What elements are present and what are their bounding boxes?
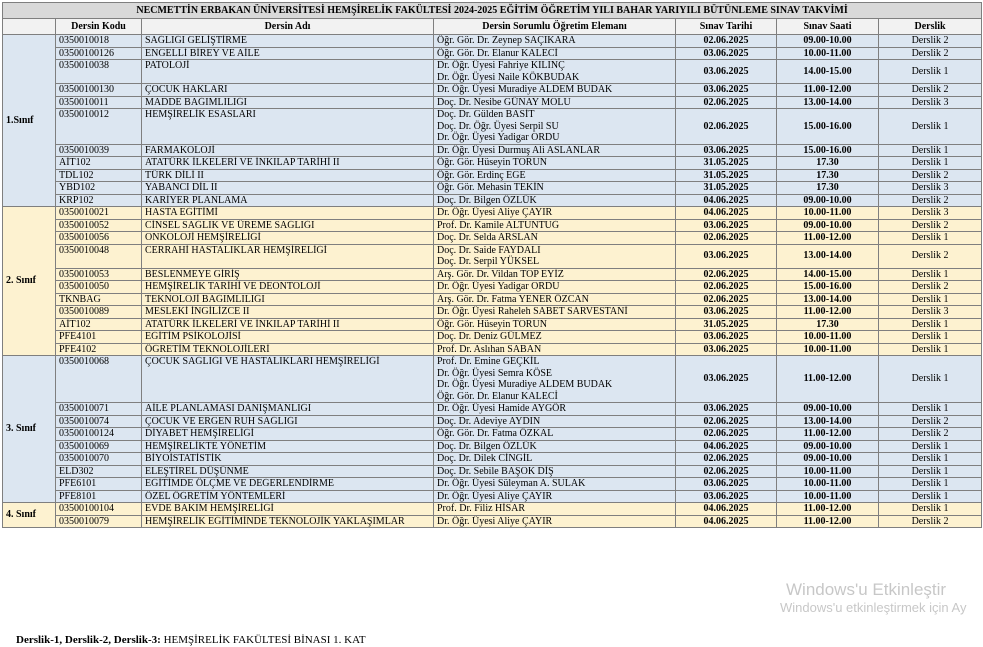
footnote-building: HEMŞİRELİK FAKÜLTESİ BİNASI 1. KAT <box>160 634 366 646</box>
course-name: HEMŞİRELİK EĞİTİMİNDE TEKNOLOJİK YAKLAŞIMLAR <box>142 515 434 528</box>
instructor-name: Dr. Öğr. Üyesi Semra KÖSE <box>437 367 552 379</box>
instructor-name: Prof. Dr. Emine GEÇKİL <box>437 356 540 367</box>
exam-room: Derslik 1 <box>879 318 982 331</box>
exam-time: 10.00-11.00 <box>777 207 879 220</box>
course-code: 03500100126 <box>56 47 142 60</box>
exam-date: 02.06.2025 <box>676 453 777 466</box>
exam-date: 03.06.2025 <box>676 478 777 491</box>
instructor-cell <box>434 403 676 416</box>
header-code: Dersin Kodu <box>56 19 142 35</box>
exam-room: Derslik 2 <box>879 515 982 528</box>
instructor-name: Dr. Öğr. Üyesi Süleyman A. SULAK <box>437 478 586 489</box>
course-code: YBD102 <box>56 182 142 195</box>
instructor-name: Dr. Öğr. Üyesi Hamide AYGÖR <box>437 403 567 414</box>
course-name: CİNSEL SAĞLIK VE ÜREME SAĞLIĞI <box>142 219 434 232</box>
instructor-cell <box>434 415 676 428</box>
exam-room: Derslik 2 <box>879 35 982 48</box>
course-name: ENGELLİ BİREY VE AİLE <box>142 47 434 60</box>
exam-room: Derslik 1 <box>879 356 982 403</box>
instructor-cell <box>434 232 676 245</box>
exam-room: Derslik 2 <box>879 219 982 232</box>
instructor-cell <box>434 293 676 306</box>
course-name: MESLEKİ İNGİLİZCE II <box>142 306 434 319</box>
instructor-cell <box>434 356 676 403</box>
exam-date: 02.06.2025 <box>676 96 777 109</box>
course-name: MADDE BAĞIMLILIĞI <box>142 96 434 109</box>
course-name: FARMAKOLOJİ <box>142 144 434 157</box>
exam-room: Derslik 1 <box>879 343 982 356</box>
exam-room: Derslik 1 <box>879 157 982 170</box>
exam-time: 15.00-16.00 <box>777 144 879 157</box>
course-code: PFE8101 <box>56 490 142 503</box>
course-code: 0350010071 <box>56 403 142 416</box>
exam-time: 10.00-11.00 <box>777 47 879 60</box>
exam-room: Derslik 3 <box>879 207 982 220</box>
course-code: 0350010089 <box>56 306 142 319</box>
exam-time: 13.00-14.00 <box>777 415 879 428</box>
schedule-row <box>3 331 982 344</box>
exam-room: Derslik 1 <box>879 232 982 245</box>
watermark-line1: Windows'u Etkinleştir <box>786 580 947 599</box>
instructor-cell <box>434 96 676 109</box>
instructor-cell <box>434 194 676 207</box>
exam-time: 15.00-16.00 <box>777 109 879 145</box>
course-code: 0350010079 <box>56 515 142 528</box>
instructor-name: Doç. Dr. Sebile BAŞOK DİŞ <box>437 465 554 477</box>
class-label: 4. Sınıf <box>3 503 56 528</box>
instructor-name: Dr. Öğr. Üyesi Durmuş Ali ASLANLAR <box>437 144 601 156</box>
course-code: 0350010048 <box>56 244 142 268</box>
course-name: ÇOCUK VE ERGEN RUH SAĞLIĞI <box>142 415 434 428</box>
exam-date: 31.05.2025 <box>676 157 777 170</box>
instructor-name: Prof. Dr. Aslıhan SABAN <box>437 343 542 355</box>
exam-time: 11.00-12.00 <box>777 306 879 319</box>
exam-date: 03.06.2025 <box>676 84 777 97</box>
exam-room: Derslik 2 <box>879 415 982 428</box>
schedule-row <box>3 169 982 182</box>
exam-room: Derslik 1 <box>879 403 982 416</box>
instructor-cell <box>434 453 676 466</box>
instructor-cell <box>434 465 676 478</box>
exam-room: Derslik 1 <box>879 331 982 344</box>
exam-date: 03.06.2025 <box>676 244 777 268</box>
instructor-cell <box>434 207 676 220</box>
instructor-cell <box>434 428 676 441</box>
course-name: EĞİTİM PSİKOLOJİSİ <box>142 331 434 344</box>
instructor-name: Arş. Gör. Dr. Fatma YENER ÖZCAN <box>437 293 589 305</box>
course-code: 03500100130 <box>56 84 142 97</box>
exam-date: 03.06.2025 <box>676 490 777 503</box>
exam-time: 11.00-12.00 <box>777 503 879 516</box>
watermark-line2: Windows'u etkinleştirmek için Ay <box>780 600 967 615</box>
course-name: EĞİTİMDE ÖLÇME VE DEĞERLENDİRME <box>142 478 434 491</box>
course-code: 0350010038 <box>56 60 142 84</box>
exam-date: 03.06.2025 <box>676 306 777 319</box>
course-name: ONKOLOJİ HEMŞİRELİĞİ <box>142 232 434 245</box>
exam-time: 17.30 <box>777 318 879 331</box>
instructor-name: Öğr. Gör. Mehasin TEKİN <box>437 182 544 193</box>
exam-room: Derslik 2 <box>879 47 982 60</box>
instructor-cell <box>434 60 676 84</box>
exam-time: 10.00-11.00 <box>777 343 879 356</box>
schedule-row <box>3 428 982 441</box>
course-code: 0350010039 <box>56 144 142 157</box>
exam-time: 09.00-10.00 <box>777 194 879 207</box>
schedule-row <box>3 268 982 281</box>
instructor-name: Doç. Dr. Adeviye AYDIN <box>437 415 541 427</box>
instructor-name: Doç. Dr. Bilgen ÖZLÜK <box>437 440 537 452</box>
instructor-cell <box>434 244 676 268</box>
instructor-name: Dr. Öğr. Üyesi Naile KÖKBUDAK <box>437 71 580 83</box>
instructor-cell <box>434 318 676 331</box>
exam-date: 03.06.2025 <box>676 403 777 416</box>
course-code: PFE4102 <box>56 343 142 356</box>
course-code: 0350010056 <box>56 232 142 245</box>
instructor-cell <box>434 109 676 145</box>
header-date: Sınav Tarihi <box>676 19 777 35</box>
exam-date: 02.06.2025 <box>676 281 777 294</box>
windows-activation-watermark <box>780 580 966 616</box>
instructor-cell <box>434 144 676 157</box>
course-code: 0350010050 <box>56 281 142 294</box>
course-code: PFE4101 <box>56 331 142 344</box>
instructor-cell <box>434 35 676 48</box>
schedule-row <box>3 281 982 294</box>
course-name: TEKNOLOJİ BAĞIMLILIĞI <box>142 293 434 306</box>
exam-time: 10.00-11.00 <box>777 331 879 344</box>
course-name: SAĞLIĞI GELİŞTİRME <box>142 35 434 48</box>
course-code: AİT102 <box>56 157 142 170</box>
exam-time: 14.00-15.00 <box>777 268 879 281</box>
header-course: Dersin Adı <box>142 19 434 35</box>
exam-date: 03.06.2025 <box>676 219 777 232</box>
instructor-name: Doç. Dr. Bilgen ÖZLÜK <box>437 194 537 206</box>
instructor-cell <box>434 490 676 503</box>
instructor-name: Dr. Öğr. Üyesi Raheleh SABET SARVESTANİ <box>437 306 628 317</box>
course-name: ÖĞRETİM TEKNOLOJİLERİ <box>142 343 434 356</box>
exam-time: 14.00-15.00 <box>777 60 879 84</box>
class-label: 3. Sınıf <box>3 356 56 503</box>
header-class <box>3 19 56 35</box>
header-row <box>3 19 982 35</box>
exam-room: Derslik 1 <box>879 503 982 516</box>
instructor-name: Öğr. Gör. Dr. Elanur KALECİ <box>437 390 558 402</box>
exam-room: Derslik 2 <box>879 428 982 441</box>
instructor-name: Öğr. Gör. Dr. Elanur KALECİ <box>437 47 558 59</box>
instructor-name: Dr. Öğr. Üyesi Aliye ÇAYIR <box>437 207 553 218</box>
schedule-row <box>3 403 982 416</box>
schedule-row <box>3 293 982 306</box>
exam-time: 11.00-12.00 <box>777 84 879 97</box>
exam-date: 02.06.2025 <box>676 465 777 478</box>
instructor-name: Doç. Dr. Selda ARSLAN <box>437 232 538 243</box>
instructor-name: Dr. Öğr. Üyesi Yadigar ORDU <box>437 281 560 292</box>
schedule-row <box>3 306 982 319</box>
instructor-cell <box>434 440 676 453</box>
course-code: 0350010012 <box>56 109 142 145</box>
course-name: HEMŞİRELİK TARİHİ VE DEONTOLOJİ <box>142 281 434 294</box>
exam-room: Derslik 2 <box>879 84 982 97</box>
schedule-row <box>3 356 982 403</box>
course-name: CERRAHİ HASTALIKLAR HEMŞİRELİĞİ <box>142 244 434 268</box>
exam-room: Derslik 1 <box>879 465 982 478</box>
course-code: 0350010070 <box>56 453 142 466</box>
exam-room: Derslik 2 <box>879 194 982 207</box>
instructor-name: Doç. Dr. Serpil YÜKSEL <box>437 256 540 267</box>
schedule-row <box>3 465 982 478</box>
exam-date: 02.06.2025 <box>676 109 777 145</box>
course-code: PFE6101 <box>56 478 142 491</box>
exam-time: 13.00-14.00 <box>777 96 879 109</box>
course-code: KRP102 <box>56 194 142 207</box>
instructor-name: Öğr. Gör. Dr. Fatma ÖZKAL <box>437 428 554 439</box>
course-name: BİYOİSTATİSTİK <box>142 453 434 466</box>
course-name: HEMŞİRELİK ESASLARI <box>142 109 434 145</box>
exam-time: 11.00-12.00 <box>777 515 879 528</box>
instructor-name: Arş. Gör. Dr. Vildan TOP EYİZ <box>437 268 564 280</box>
exam-date: 04.06.2025 <box>676 515 777 528</box>
exam-date: 04.06.2025 <box>676 503 777 516</box>
instructor-cell <box>434 157 676 170</box>
schedule-row <box>3 194 982 207</box>
header-instructor: Dersin Sorumlu Öğretim Elemanı <box>434 19 676 35</box>
course-name: ÖZEL ÖĞRETİM YÖNTEMLERİ <box>142 490 434 503</box>
course-code: 0350010018 <box>56 35 142 48</box>
instructor-name: Öğr. Gör. Erdinç EGE <box>437 169 526 181</box>
exam-date: 02.06.2025 <box>676 293 777 306</box>
exam-date: 03.06.2025 <box>676 144 777 157</box>
schedule-row <box>3 440 982 453</box>
exam-time: 13.00-14.00 <box>777 293 879 306</box>
instructor-name: Dr. Öğr. Üyesi Fahriye KILINÇ <box>437 60 565 71</box>
class-label: 1.Sınıf <box>3 35 56 207</box>
instructor-name: Doç. Dr. Saide FAYDALI <box>437 244 541 256</box>
instructor-name: Doç. Dr. Gülden BASİT <box>437 109 535 120</box>
instructor-cell <box>434 268 676 281</box>
course-code: 0350010069 <box>56 440 142 453</box>
exam-date: 04.06.2025 <box>676 194 777 207</box>
schedule-row <box>3 207 982 220</box>
exam-date: 02.06.2025 <box>676 232 777 245</box>
schedule-row <box>3 478 982 491</box>
exam-date: 31.05.2025 <box>676 169 777 182</box>
course-code: 0350010053 <box>56 268 142 281</box>
course-code: TDL102 <box>56 169 142 182</box>
schedule-row <box>3 182 982 195</box>
exam-date: 03.06.2025 <box>676 60 777 84</box>
course-name: HEMŞİRELİKTE YÖNETİM <box>142 440 434 453</box>
instructor-name: Dr. Öğr. Üyesi Yadigar ORDU <box>437 132 560 143</box>
instructor-cell <box>434 169 676 182</box>
schedule-row <box>3 343 982 356</box>
exam-time: 09.00-10.00 <box>777 403 879 416</box>
course-name: TÜRK DİLİ II <box>142 169 434 182</box>
instructor-name: Dr. Öğr. Üyesi Muradiye ALDEM BUDAK <box>437 84 613 95</box>
course-code: 0350010011 <box>56 96 142 109</box>
course-name: YABANCI DİL II <box>142 182 434 195</box>
instructor-name: Dr. Öğr. Üyesi Aliye ÇAYIR <box>437 490 553 502</box>
exam-room: Derslik 2 <box>879 281 982 294</box>
exam-time: 11.00-12.00 <box>777 428 879 441</box>
exam-date: 02.06.2025 <box>676 268 777 281</box>
exam-room: Derslik 1 <box>879 109 982 145</box>
exam-time: 17.30 <box>777 169 879 182</box>
exam-time: 15.00-16.00 <box>777 281 879 294</box>
instructor-cell <box>434 182 676 195</box>
exam-time: 09.00-10.00 <box>777 219 879 232</box>
instructor-name: Doç. Dr. Nesibe GÜNAY MOLU <box>437 96 571 108</box>
exam-room: Derslik 2 <box>879 169 982 182</box>
instructor-cell <box>434 515 676 528</box>
exam-time: 09.00-10.00 <box>777 35 879 48</box>
schedule-row <box>3 47 982 60</box>
course-code: 0350010074 <box>56 415 142 428</box>
exam-time: 11.00-12.00 <box>777 232 879 245</box>
course-code: 03500100124 <box>56 428 142 441</box>
schedule-row <box>3 144 982 157</box>
header-room: Derslik <box>879 19 982 35</box>
exam-time: 10.00-11.00 <box>777 465 879 478</box>
exam-date: 04.06.2025 <box>676 440 777 453</box>
schedule-row <box>3 109 982 145</box>
course-name: ATATÜRK İLKELERİ VE İNKILAP TARİHİ II <box>142 318 434 331</box>
schedule-row <box>3 318 982 331</box>
exam-time: 17.30 <box>777 182 879 195</box>
instructor-name: Doç. Dr. Öğr. Üyesi Serpil SU <box>437 120 559 132</box>
exam-date: 31.05.2025 <box>676 318 777 331</box>
instructor-cell <box>434 478 676 491</box>
exam-room: Derslik 1 <box>879 293 982 306</box>
course-name: ATATÜRK İLKELERİ VE İNKILAP TARİHİ II <box>142 157 434 170</box>
schedule-row <box>3 232 982 245</box>
instructor-name: Dr. Öğr. Üyesi Muradiye ALDEM BUDAK <box>437 379 613 390</box>
course-name: PATOLOJİ <box>142 60 434 84</box>
document-title: NECMETTİN ERBAKAN ÜNİVERSİTESİ HEMŞİRELİK FAKÜLTESİ 2024-2025 EĞİTİM ÖĞRETİM YILI BAHAR YARIYILI BÜTÜNLEME SINAV TAKVİMİ <box>3 3 982 19</box>
instructor-name: Dr. Öğr. Üyesi Aliye ÇAYIR <box>437 515 553 527</box>
exam-time: 13.00-14.00 <box>777 244 879 268</box>
instructor-cell <box>434 47 676 60</box>
exam-date: 02.06.2025 <box>676 35 777 48</box>
schedule-row <box>3 60 982 84</box>
course-code: 03500100104 <box>56 503 142 516</box>
exam-room: Derslik 1 <box>879 490 982 503</box>
exam-schedule-table <box>2 2 982 528</box>
footnote <box>16 634 366 646</box>
instructor-cell <box>434 281 676 294</box>
exam-room: Derslik 3 <box>879 182 982 195</box>
instructor-cell <box>434 331 676 344</box>
header-time: Sınav Saati <box>777 19 879 35</box>
exam-date: 31.05.2025 <box>676 182 777 195</box>
exam-date: 04.06.2025 <box>676 207 777 220</box>
instructor-name: Doç. Dr. Deniz GÜLMEZ <box>437 331 542 342</box>
course-name: HASTA EĞİTİMİ <box>142 207 434 220</box>
schedule-row <box>3 490 982 503</box>
exam-date: 03.06.2025 <box>676 331 777 344</box>
schedule-row <box>3 415 982 428</box>
course-name: EVDE BAKIM HEMŞİRELİĞİ <box>142 503 434 516</box>
instructor-name: Öğr. Gör. Dr. Zeynep SAÇIKARA <box>437 35 576 46</box>
instructor-name: Prof. Dr. Kamile ALTUNTUĞ <box>437 219 560 231</box>
course-name: ÇOCUK SAĞLIĞI VE HASTALIKLARI HEMŞİRELİĞİ <box>142 356 434 403</box>
course-name: BESLENMEYE GİRİŞ <box>142 268 434 281</box>
title-row <box>3 3 982 19</box>
exam-room: Derslik 3 <box>879 306 982 319</box>
footnote-rooms: Derslik-1, Derslik-2, Derslik-3: <box>16 634 161 646</box>
instructor-cell <box>434 84 676 97</box>
schedule-row <box>3 35 982 48</box>
class-label: 2. Sınıf <box>3 207 56 356</box>
schedule-row <box>3 157 982 170</box>
course-name: KARİYER PLANLAMA <box>142 194 434 207</box>
exam-date: 02.06.2025 <box>676 415 777 428</box>
course-name: ÇOCUK HAKLARI <box>142 84 434 97</box>
course-code: AİT102 <box>56 318 142 331</box>
exam-time: 09.00-10.00 <box>777 453 879 466</box>
exam-date: 02.06.2025 <box>676 428 777 441</box>
course-name: AİLE PLANLAMASI DANIŞMANLIĞI <box>142 403 434 416</box>
course-name: ELEŞTİREL DÜŞÜNME <box>142 465 434 478</box>
exam-room: Derslik 1 <box>879 268 982 281</box>
course-code: 0350010068 <box>56 356 142 403</box>
instructor-cell <box>434 219 676 232</box>
schedule-row <box>3 219 982 232</box>
schedule-row <box>3 96 982 109</box>
instructor-cell <box>434 306 676 319</box>
instructor-name: Prof. Dr. Filiz HİSAR <box>437 503 526 514</box>
exam-time: 17.30 <box>777 157 879 170</box>
schedule-row <box>3 503 982 516</box>
instructor-name: Doç. Dr. Dilek CİNGİL <box>437 453 533 464</box>
course-code: 0350010052 <box>56 219 142 232</box>
exam-room: Derslik 1 <box>879 440 982 453</box>
instructor-name: Öğr. Gör. Hüseyin TORUN <box>437 318 547 330</box>
schedule-row <box>3 453 982 466</box>
course-code: TKNBAG <box>56 293 142 306</box>
course-code: 0350010021 <box>56 207 142 220</box>
exam-date: 03.06.2025 <box>676 356 777 403</box>
exam-time: 10.00-11.00 <box>777 478 879 491</box>
exam-time: 10.00-11.00 <box>777 490 879 503</box>
exam-time: 09.00-10.00 <box>777 440 879 453</box>
schedule-row <box>3 84 982 97</box>
exam-room: Derslik 1 <box>879 144 982 157</box>
exam-date: 03.06.2025 <box>676 343 777 356</box>
instructor-cell <box>434 343 676 356</box>
exam-date: 03.06.2025 <box>676 47 777 60</box>
instructor-cell <box>434 503 676 516</box>
exam-room: Derslik 1 <box>879 478 982 491</box>
schedule-row <box>3 244 982 268</box>
exam-room: Derslik 1 <box>879 60 982 84</box>
exam-time: 11.00-12.00 <box>777 356 879 403</box>
course-code: ELD302 <box>56 465 142 478</box>
instructor-name: Öğr. Gör. Hüseyin TORUN <box>437 157 547 168</box>
exam-room: Derslik 1 <box>879 453 982 466</box>
exam-room: Derslik 2 <box>879 244 982 268</box>
exam-room: Derslik 3 <box>879 96 982 109</box>
schedule-row <box>3 515 982 528</box>
course-name: DİYABET HEMŞİRELİĞİ <box>142 428 434 441</box>
